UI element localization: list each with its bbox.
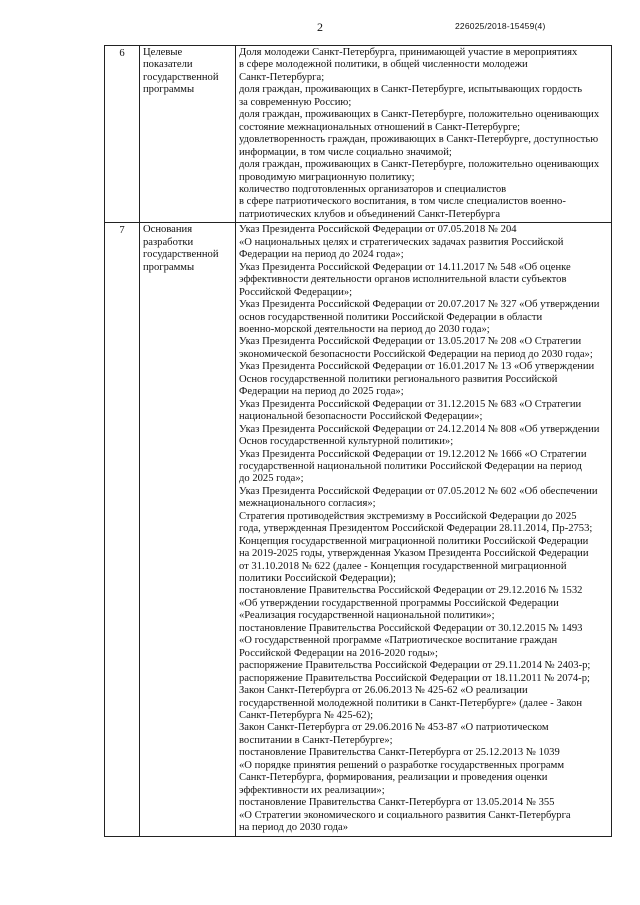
content-line: распоряжение Правительства Российской Федерации от 29.11.2014 № 2403-р; bbox=[239, 660, 591, 672]
content-line: от 31.10.2018 № 622 (далее - Концепция государственной миграционной bbox=[239, 560, 567, 572]
content-line: военно-морской деятельности на период до 2030 года»; bbox=[239, 323, 490, 335]
content-line: за современную Россию; bbox=[239, 96, 352, 108]
row-name bbox=[140, 46, 236, 223]
row-content bbox=[236, 223, 612, 836]
content-line: постановление Правительства Санкт-Петербурга от 25.12.2013 № 1039 bbox=[239, 747, 560, 759]
content-line: количество подготовленных организаторов и специалистов bbox=[239, 183, 507, 195]
content-line: «Реализация государственной национальной политики»; bbox=[239, 610, 495, 622]
content-line: эффективности их реализации»; bbox=[239, 784, 385, 796]
row-name-line: программы bbox=[143, 261, 195, 273]
content-line: удовлетворенность граждан, проживающих в Санкт-Петербурге, доступностью bbox=[239, 134, 599, 146]
content-line: до 2025 года»; bbox=[239, 473, 304, 485]
row-content bbox=[236, 46, 612, 223]
row-name-line: Основания bbox=[143, 224, 193, 236]
content-line: на 2019-2025 годы, утвержденная Указом Президента Российской Федерации bbox=[239, 548, 589, 560]
content-line: Федерации на период до 2025 года»; bbox=[239, 386, 404, 398]
row-name-line: государственной bbox=[143, 249, 219, 261]
content-line: «Об утверждении государственной программы Российской Федерации bbox=[239, 597, 559, 609]
content-line: политики Российской Федерации); bbox=[239, 573, 396, 585]
row-name-line: Целевые bbox=[143, 47, 183, 58]
content-line: Закон Санкт-Петербурга от 29.06.2016 № 453-87 «О патриотическом bbox=[239, 722, 549, 734]
row-number: 6 bbox=[105, 46, 140, 223]
content-line: воспитании в Санкт-Петербурге»; bbox=[239, 734, 393, 746]
content-line: Санкт-Петербурга, формирования, реализации и проведения оценки bbox=[239, 772, 548, 784]
row-number: 7 bbox=[105, 223, 140, 836]
content-line: «О государственной программе «Патриотическое воспитание граждан bbox=[239, 635, 558, 647]
content-line: Указ Президента Российской Федерации от 07.05.2012 № 602 «Об обеспечении bbox=[239, 485, 598, 497]
content-line: «О национальных целях и стратегических задачах развития Российской bbox=[239, 236, 564, 248]
content-line: информации, в том числе социально значимой; bbox=[239, 146, 452, 158]
content-line: Доля молодежи Санкт-Петербурга, принимающей участие в мероприятиях bbox=[239, 47, 578, 58]
content-line: государственной национальной политики Российской Федерации на период bbox=[239, 460, 582, 472]
content-line: Российской Федерации на 2016-2020 годы»; bbox=[239, 647, 438, 659]
content-line: доля граждан, проживающих в Санкт-Петербурге, испытывающих гордость bbox=[239, 84, 583, 96]
content-line: Указ Президента Российской Федерации от 14.11.2017 № 548 «Об оценке bbox=[239, 261, 571, 273]
content-line: Указ Президента Российской Федерации от 07.05.2018 № 204 bbox=[239, 224, 517, 236]
content-line: Российской Федерации»; bbox=[239, 286, 353, 298]
content-line: Указ Президента Российской Федерации от 20.07.2017 № 327 «Об утверждении bbox=[239, 299, 600, 311]
table-row bbox=[105, 46, 612, 223]
content-line: проводимую миграционную политику; bbox=[239, 171, 415, 183]
content-line: доля граждан, проживающих в Санкт-Петербурге, положительно оценивающих bbox=[239, 159, 600, 171]
content-line: Указ Президента Российской Федерации от 16.01.2017 № 13 «Об утверждении bbox=[239, 361, 595, 373]
content-line: патриотических клубов и объединений Санкт-Петербурга bbox=[239, 208, 501, 220]
content-line: Концепция государственной миграционной политики Российской Федерации bbox=[239, 535, 589, 547]
content-line: в сфере патриотического воспитания, в том числе специалистов военно- bbox=[239, 196, 566, 208]
content-line: на период до 2030 года» bbox=[239, 822, 349, 834]
content-line: в сфере молодежной политики, в общей численности молодежи bbox=[239, 59, 528, 71]
row-name bbox=[140, 223, 236, 836]
content-line: экономической безопасности Российской Федерации на период до 2030 года»; bbox=[239, 348, 593, 360]
content-line: Санкт-Петербурга № 425-62); bbox=[239, 710, 374, 722]
content-line: Санкт-Петербурга; bbox=[239, 71, 325, 83]
content-line: Указ Президента Российской Федерации от 31.12.2015 № 683 «О Стратегии bbox=[239, 398, 582, 410]
content-line: Закон Санкт-Петербурга от 26.06.2013 № 425-62 «О реализации bbox=[239, 685, 528, 697]
content-line: Указ Президента Российской Федерации от 13.05.2017 № 208 «О Стратегии bbox=[239, 336, 582, 348]
content-line: распоряжение Правительства Российской Федерации от 18.11.2011 № 2074-р; bbox=[239, 672, 590, 684]
content-line: состояние межнациональных отношений в Санкт-Петербурге; bbox=[239, 121, 521, 133]
row-name-line: программы bbox=[143, 84, 195, 96]
content-line: доля граждан, проживающих в Санкт-Петербурге, положительно оценивающих bbox=[239, 109, 600, 121]
content-line: «О Стратегии экономического и социального развития Санкт-Петербурга bbox=[239, 809, 571, 821]
content-line: года, утвержденная Президентом Российской Федерации 28.11.2014, Пр-2753; bbox=[239, 523, 593, 535]
content-line: «О порядке принятия решений о разработке государственных программ bbox=[239, 759, 565, 771]
content-line: постановление Правительства Российской Федерации от 30.12.2015 № 1493 bbox=[239, 622, 583, 634]
content-line: Стратегия противодействия экстремизму в Российской Федерации до 2025 bbox=[239, 510, 577, 522]
table-row bbox=[105, 223, 612, 836]
page-number: 2 bbox=[317, 20, 323, 34]
passport-table bbox=[104, 45, 612, 837]
content-line: межнационального согласия»; bbox=[239, 498, 376, 510]
content-line: Основ государственной культурной политики»; bbox=[239, 436, 454, 448]
content-line: Федерации на период до 2024 года»; bbox=[239, 249, 404, 261]
content-line: основ государственной политики Российской Федерации в области bbox=[239, 311, 543, 323]
content-line: постановление Правительства Санкт-Петербурга от 13.05.2014 № 355 bbox=[239, 797, 555, 809]
row-name-line: разработки bbox=[143, 236, 194, 248]
row-name-line: показатели bbox=[143, 59, 193, 71]
content-line: Указ Президента Российской Федерации от 19.12.2012 № 1666 «О Стратегии bbox=[239, 448, 587, 460]
content-line: национальной безопасности Российской Федерации»; bbox=[239, 411, 483, 423]
row-name-line: государственной bbox=[143, 71, 219, 83]
document-code: 226025/2018-15459(4) bbox=[455, 21, 546, 31]
content-line: постановление Правительства Российской Федерации от 29.12.2016 № 1532 bbox=[239, 585, 583, 597]
content-line: Указ Президента Российской Федерации от 24.12.2014 № 808 «Об утверждении bbox=[239, 423, 600, 435]
content-line: государственной молодежной политики в Санкт-Петербурге» (далее - Закон bbox=[239, 697, 583, 709]
content-line: эффективности деятельности органов исполнительной власти субъектов bbox=[239, 274, 567, 286]
content-line: Основ государственной политики регионального развития Российской bbox=[239, 373, 558, 385]
